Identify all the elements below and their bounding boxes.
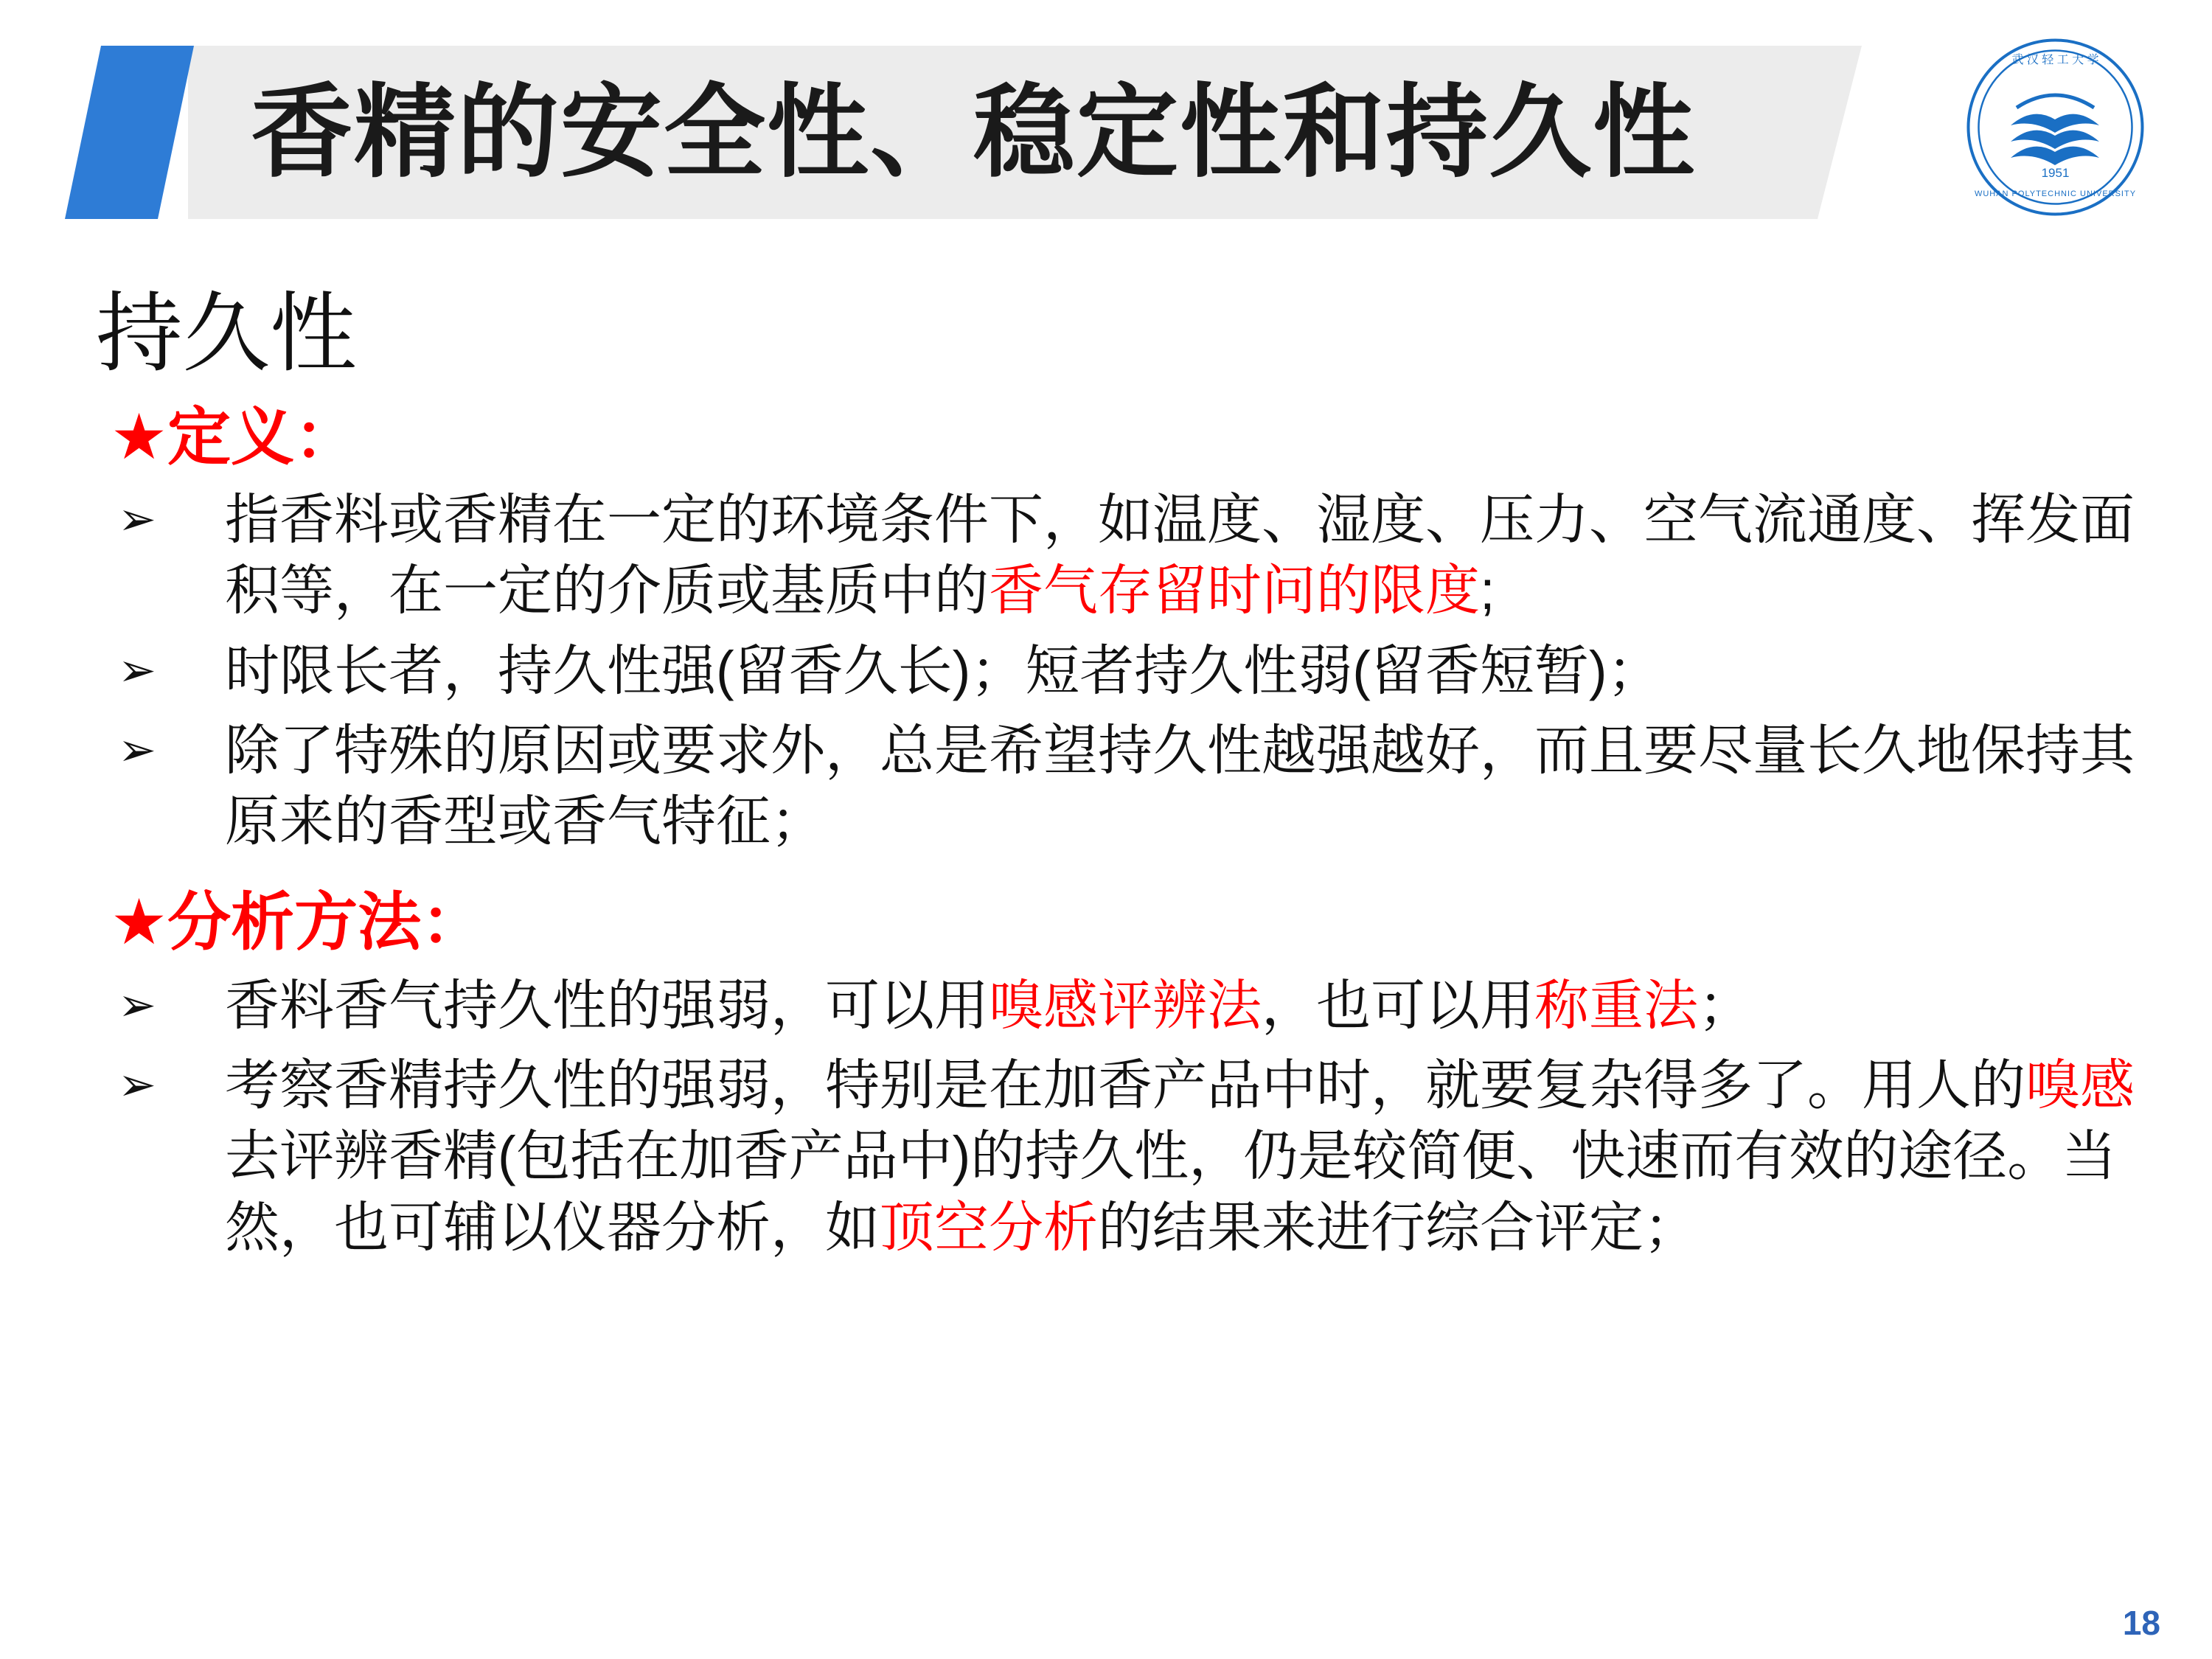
- list-item: [0, 715, 2212, 857]
- highlight-text: 香气存留时问的限度: [989, 560, 1480, 622]
- list-item: [0, 970, 2212, 1041]
- slide-body: [0, 280, 2212, 1272]
- body-text: ;: [1480, 560, 1495, 622]
- page-title: 香精的安全性、稳定性和持久性: [251, 76, 1697, 189]
- body-text: ；: [1698, 975, 1753, 1037]
- body-text: 香料香气持久性的强弱，可以用: [225, 975, 989, 1037]
- highlight-text: 嗅感: [2025, 1054, 2135, 1116]
- arrow-bullet-icon: ➢: [118, 724, 156, 776]
- arrow-bullet-icon: ➢: [118, 644, 156, 696]
- body-text: 时限长者，持久性强(留香久长)；短者持久性弱(留香短暂)；: [225, 639, 1662, 701]
- university-logo: [1965, 37, 2146, 218]
- body-text: 去评辨香精(包括在加香产品中)的持久性，仍是较简便、快速而有效的途径。当然，也可辅以仪器分析，如: [225, 1125, 2117, 1258]
- section-heading: 持久性: [96, 285, 358, 383]
- definition-heading: ★定义：: [111, 401, 358, 473]
- list-item: [0, 484, 2212, 626]
- arrow-bullet-icon: ➢: [118, 494, 156, 546]
- method-heading: ★分析方法：: [111, 887, 485, 959]
- list-item: [0, 636, 2212, 706]
- slide-header: [0, 0, 2212, 273]
- body-text: 指香料或香精在一定的环境条件下，如温度、湿度、压力、空气流通度、挥发面积等，在一定的介质或基质中的: [225, 489, 2135, 622]
- svg-text:1951: 1951: [2041, 166, 2070, 180]
- highlight-text: 称重法: [1534, 975, 1698, 1037]
- page-number: 18: [2122, 1604, 2160, 1642]
- body-text: 除了特殊的原因或要求外，总是希望持久性越强越好，而且要尽量长久地保持其原来的香型或香气特征；: [225, 719, 2135, 852]
- arrow-bullet-icon: ➢: [118, 980, 156, 1032]
- highlight-text: 嗅感评辨法: [989, 975, 1262, 1037]
- method-bullet-list: [0, 970, 2212, 1263]
- body-text: ，也可以用: [1262, 975, 1534, 1037]
- definition-bullet-list: [0, 484, 2212, 857]
- body-text: 考察香精持久性的强弱，特别是在加香产品中时，就要复杂得多了。用人的: [225, 1054, 2025, 1116]
- list-item: [0, 1050, 2212, 1263]
- svg-text:武 汉 轻 工 大 学: 武 汉 轻 工 大 学: [2011, 54, 2099, 66]
- svg-text:WUHAN POLYTECHNIC UNIVERSITY: WUHAN POLYTECHNIC UNIVERSITY: [1974, 189, 2137, 198]
- header-accent-parallelogram: [65, 46, 194, 219]
- arrow-bullet-icon: ➢: [118, 1060, 156, 1111]
- highlight-text: 顶空分析: [880, 1196, 1098, 1258]
- body-text: 的结果来进行综合评定；: [1098, 1196, 1698, 1258]
